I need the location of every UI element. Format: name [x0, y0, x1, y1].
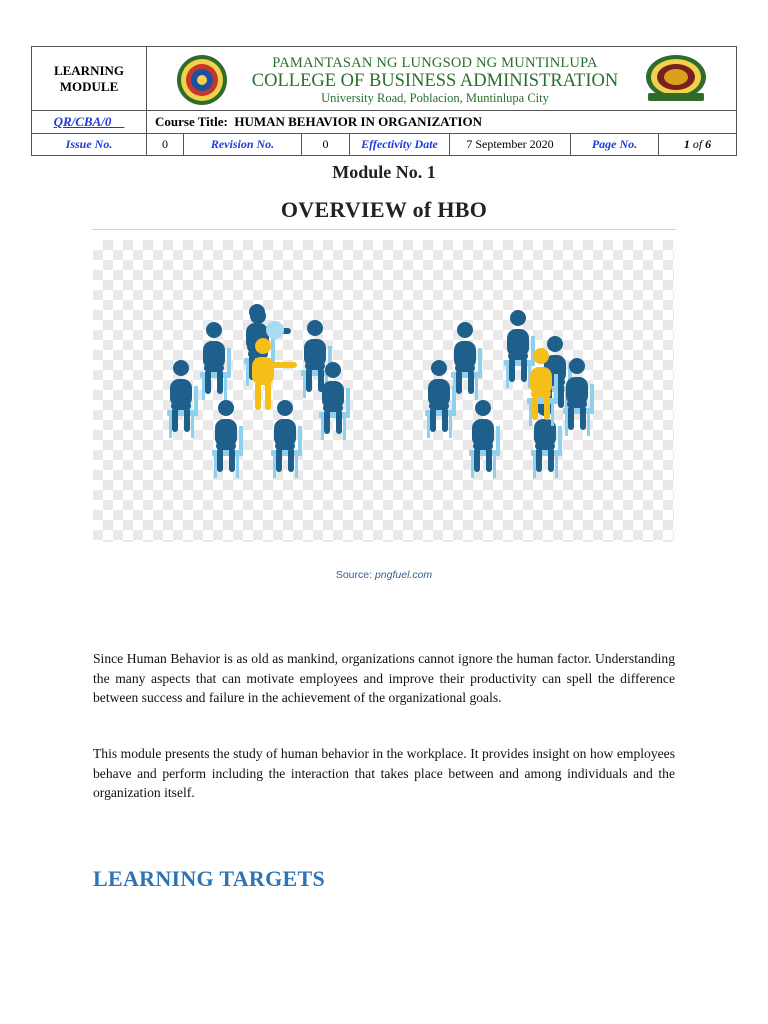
seated-person-left-5: [212, 400, 243, 478]
seated-person-left-0: [200, 322, 231, 400]
module-title: OVERVIEW of HBO: [280, 197, 488, 222]
intro-paragraph-2: This module presents the study of human behavior in the workplace. It provides insight on how employees behave and perform including the interaction that takes place between and among individuals and the organization itself.: [93, 746, 675, 800]
effectivity-value: 7 September 2020: [450, 134, 571, 156]
effectivity-label: Effectivity Date: [350, 134, 450, 156]
group-discussion-illustration: [93, 240, 674, 542]
university-name: PAMANTASAN NG LUNGSOD NG MUNTINLUPA: [272, 55, 598, 71]
institution-block: [147, 47, 737, 111]
intro-paragraph-1: Since Human Behavior is as old as mankind, organizations cannot ignore the human factor. Understanding the many aspects that can motivate employees and improve their productivity can spell the difference between success and failure in the achievement of the organizational goals.: [93, 651, 675, 705]
title-divider: [92, 229, 676, 230]
learning-module-label: LEARNING MODULE: [32, 47, 147, 111]
seated-person-right-4: [469, 400, 500, 478]
issue-label: Issue No.: [32, 134, 147, 156]
learning-targets-heading: LEARNING TARGETS: [93, 866, 325, 891]
image-source-credit: Source: pngfuel.com: [335, 569, 433, 581]
university-address: University Road, Poblacion, Muntinlupa City: [321, 91, 549, 105]
page-label: Page No.: [571, 134, 659, 156]
seated-person-left-4: [167, 360, 198, 438]
seated-person-right-3: [425, 360, 456, 438]
college-name: COLLEGE OF BUSINESS ADMINISTRATION: [251, 71, 619, 91]
university-seal-logo: [169, 53, 235, 107]
issue-value: 0: [147, 134, 184, 156]
course-title: Course Title: HUMAN BEHAVIOR IN ORGANIZATION: [147, 111, 737, 134]
module-number: Module No. 1: [332, 162, 436, 182]
page-number: 1 of 6: [659, 134, 737, 156]
seated-person-left-6: [271, 400, 302, 478]
revision-label: Revision No.: [184, 134, 302, 156]
revision-value: 0: [302, 134, 350, 156]
seated-person-right-6: [563, 358, 594, 436]
question-bubble: [266, 321, 284, 339]
college-seal-logo: [636, 53, 716, 105]
document-header-table: [31, 46, 737, 156]
document-code: QR/CBA/0__: [32, 111, 147, 134]
image-source-link[interactable]: pngfuel.com: [374, 569, 433, 581]
illustration-figures: [93, 240, 674, 542]
